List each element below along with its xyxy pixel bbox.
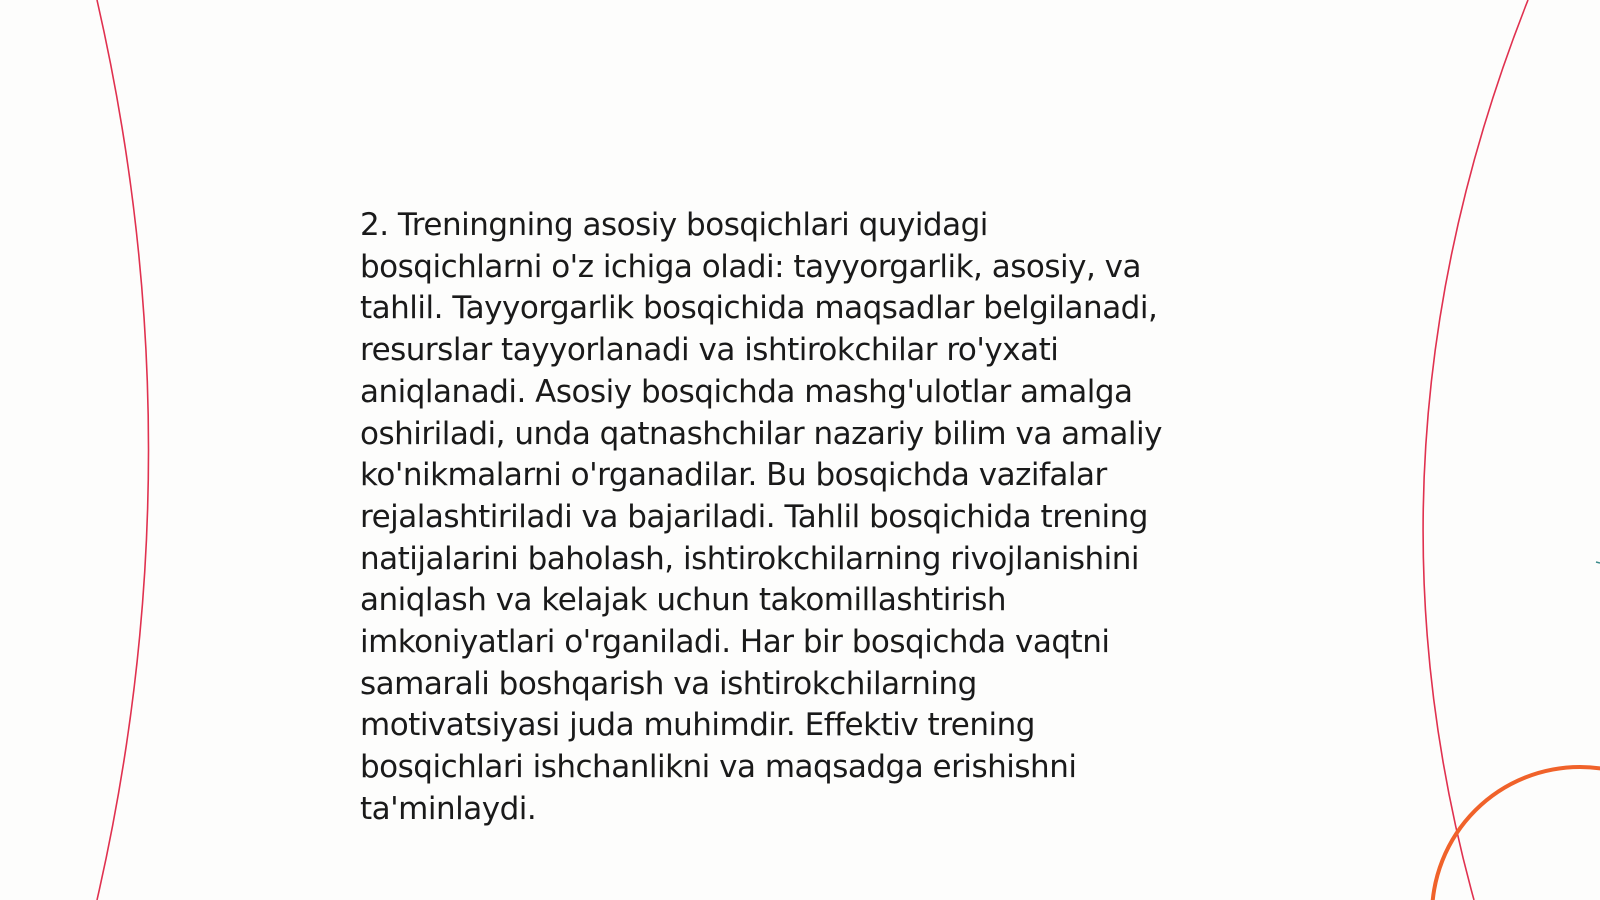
left-curved-line: [97, 0, 149, 900]
slide-body-text: 2. Treningning asosiy bosqichlari quyidagi bosqichlarni o'z ichiga oladi: tayyorgarlik, asosiy, va tahlil. Tayyorgarlik bosqichida maqsadlar belgilanadi, resurslar tayyorlanadi va ishtirokchilar ro'yxati aniqlanadi. Asosiy bosqichda mashg'ulotlar amalga oshiriladi, unda qatnashchilar nazariy bilim va amaliy ko'nikmalarni o'rganadilar. Bu bosqichda vazifalar rejalashtiriladi va bajariladi. Tahlil bosqichida trening natijalarini baholash, ishtirokchilarning rivojlanishini aniqlash va kelajak uchun takomillashtirish imkoniyatlari o'rganiladi. Har bir bosqichda vaqtni samarali boshqarish va ishtirokchilarning motivatsiyasi juda muhimdir. Effektiv trening bosqichlari ishchanlikni va maqsadga erishishni ta'minlaydi.: [360, 207, 1162, 827]
right-curved-line: [1423, 0, 1528, 900]
small-teal-mark: [1596, 562, 1600, 563]
orange-circle-outline: [1432, 767, 1600, 900]
